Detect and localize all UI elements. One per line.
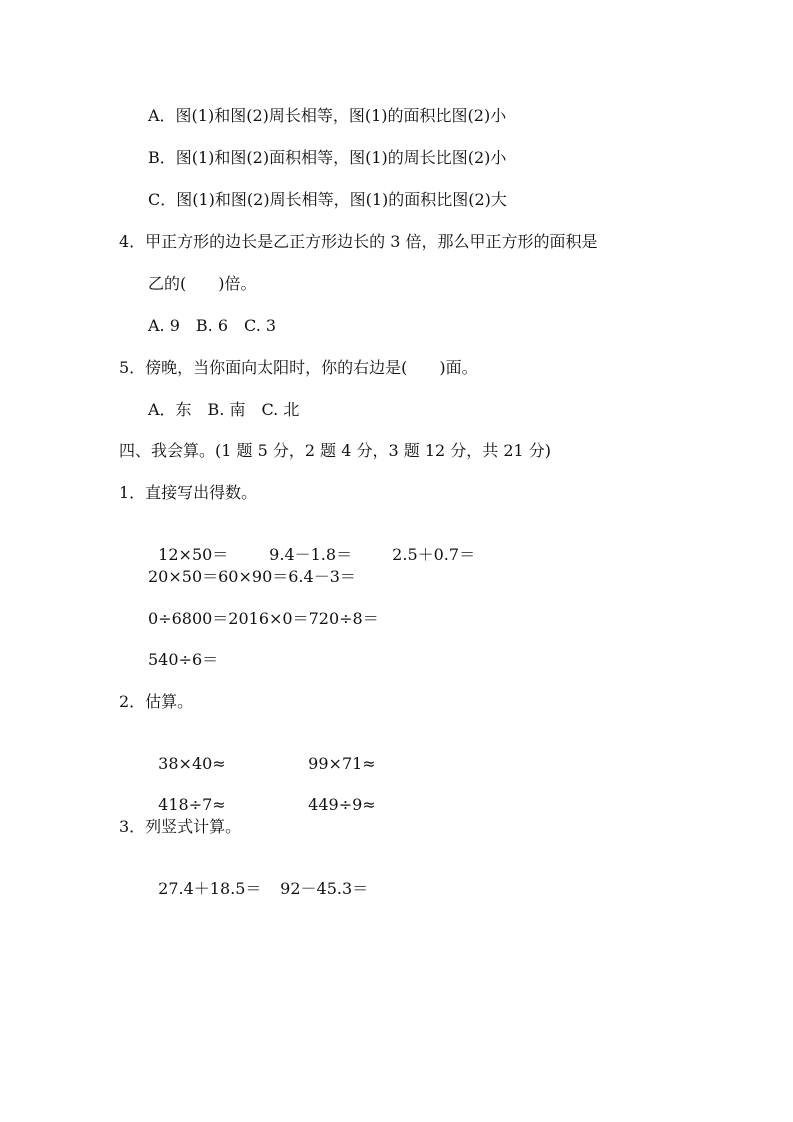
- q4-question-line2: 乙的( )倍。: [148, 274, 257, 293]
- part2-title: 2．估算。: [119, 692, 194, 711]
- calc-item: 12×50＝: [158, 545, 229, 564]
- part1-title: 1．直接写出得数。: [119, 483, 258, 502]
- vertical-calc-item: 92－45.3＝: [280, 879, 369, 898]
- vertical-calc-item: 27.4＋18.5＝: [158, 879, 262, 898]
- q3-option-c: C．图(1)和图(2)周长相等，图(1)的面积比图(2)大: [148, 190, 507, 209]
- part2-row1: [148, 734, 376, 773]
- calc-item: 2.5＋0.7＝: [392, 545, 476, 564]
- part1-row3: 0÷6800＝2016×0＝720÷8＝: [148, 609, 379, 628]
- estimate-item: 99×71≈: [308, 754, 376, 773]
- q4-options: A. 9 B. 6 C. 3: [148, 316, 277, 335]
- q4-question-line1: 4．甲正方形的边长是乙正方形边长的 3 倍，那么甲正方形的面积是: [119, 232, 598, 251]
- part2-row2: [148, 775, 376, 814]
- part3-row1: [148, 859, 369, 898]
- part1-row1: [148, 525, 476, 564]
- calc-item: 9.4－1.8＝: [269, 545, 353, 564]
- estimate-item: 38×40≈: [158, 754, 226, 773]
- estimate-item: 418÷7≈: [158, 795, 226, 814]
- q5-options: A．东 B. 南 C. 北: [148, 400, 300, 419]
- q3-option-b: B．图(1)和图(2)面积相等，图(1)的周长比图(2)小: [148, 148, 507, 167]
- q3-option-a: A．图(1)和图(2)周长相等，图(1)的面积比图(2)小: [148, 106, 507, 125]
- part1-row4: 540÷6＝: [148, 650, 219, 669]
- section4-heading: 四、我会算。(1 题 5 分，2 题 4 分，3 题 12 分，共 21 分): [119, 441, 552, 460]
- q5-question: 5．傍晚，当你面向太阳时，你的右边是( )面。: [119, 358, 478, 377]
- part1-row2: 20×50＝60×90＝6.4－3＝: [148, 567, 356, 586]
- estimate-item: 449÷9≈: [308, 795, 376, 814]
- part3-title: 3．列竖式计算。: [119, 817, 242, 836]
